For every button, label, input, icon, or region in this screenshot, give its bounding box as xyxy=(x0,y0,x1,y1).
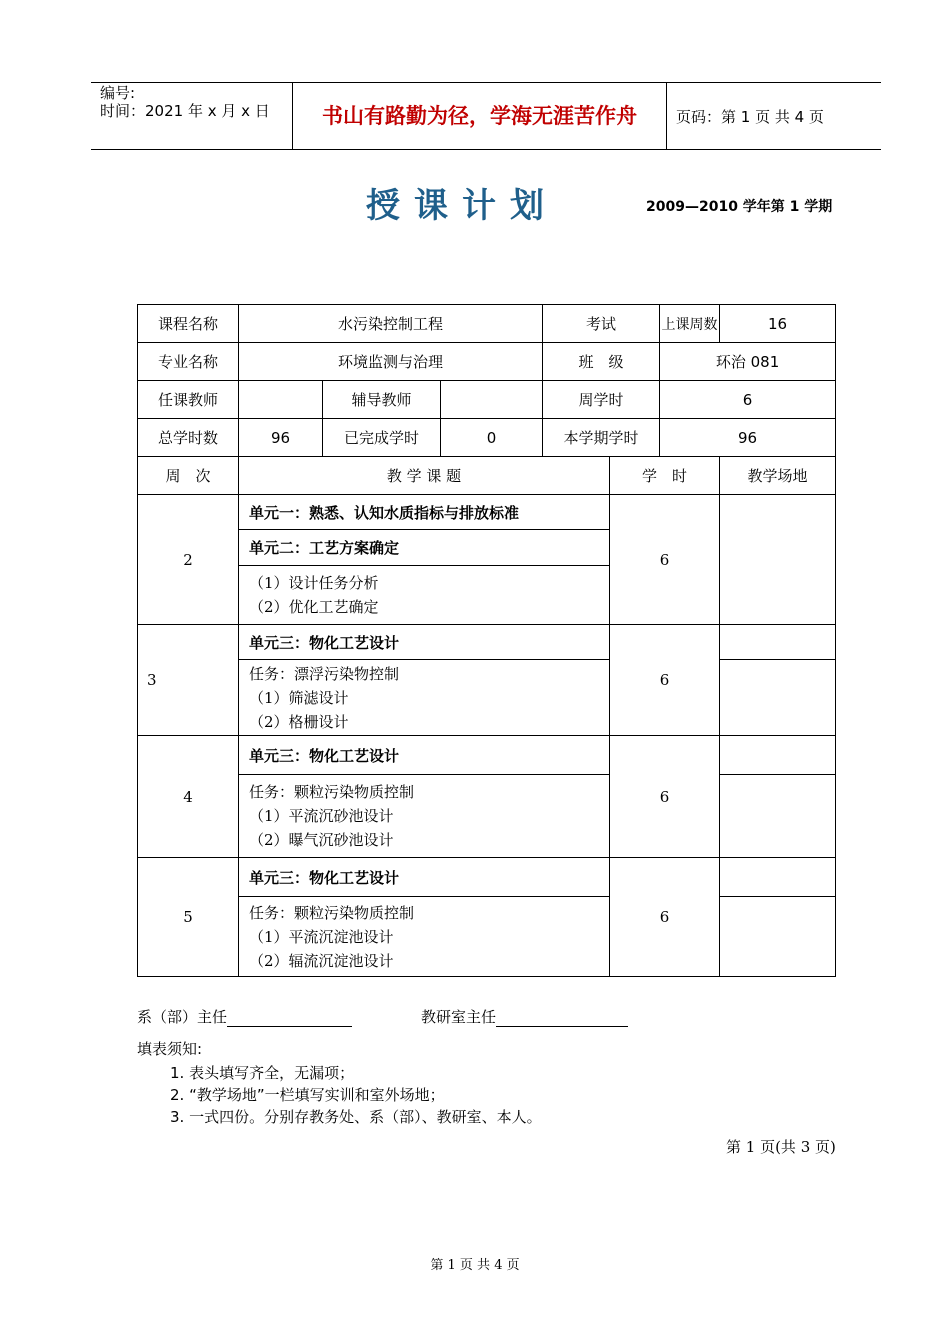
notes-title: 填表须知: xyxy=(137,1040,203,1058)
note-item: 2. “教学场地”一栏填写实训和室外场地； xyxy=(170,1086,445,1104)
hours-cell: 6 xyxy=(610,736,720,858)
unit-title: 单元一：熟悉、认知水质指标与排放标准 xyxy=(239,495,610,530)
table-row xyxy=(138,858,836,897)
page-title: 授课计划 xyxy=(366,186,558,226)
weeks-value: 16 xyxy=(720,305,836,343)
table-row xyxy=(138,495,836,530)
header-meta xyxy=(100,84,270,120)
venue-cell xyxy=(720,736,836,775)
bottom-page-number: 第 1 页 共 4 页 xyxy=(430,1258,520,1273)
number-label: 编号: xyxy=(100,84,136,102)
header-top-rule xyxy=(91,82,881,83)
column-header-row xyxy=(138,457,836,495)
task-line: （2）辐流沉淀池设计 xyxy=(249,951,394,970)
task-line: （2）优化工艺确定 xyxy=(249,598,379,616)
completed-value: 0 xyxy=(441,419,543,457)
table-row xyxy=(138,736,836,775)
assistant-value xyxy=(441,381,543,419)
hours-cell: 6 xyxy=(610,495,720,625)
info-row-teacher xyxy=(138,381,836,419)
venue-cell xyxy=(720,858,836,897)
venue-cell xyxy=(720,625,836,660)
teaching-plan-table xyxy=(137,304,836,977)
teacher-label: 任课教师 xyxy=(138,381,239,419)
semester-hours-value: 96 xyxy=(660,419,836,457)
table-row xyxy=(138,897,836,977)
office-head-signature-line[interactable] xyxy=(496,1010,628,1027)
hours-cell: 6 xyxy=(610,625,720,736)
major-value: 环境监测与治理 xyxy=(239,343,543,381)
teacher-value xyxy=(239,381,323,419)
unit-title: 单元二：工艺方案确定 xyxy=(239,530,610,566)
weeks-label: 上课周数 xyxy=(660,305,720,343)
task-line: 任务：颗粒污染物质控制 xyxy=(249,903,415,922)
dept-head-signature-line[interactable] xyxy=(227,1010,352,1027)
unit-title: 单元三：物化工艺设计 xyxy=(239,858,610,897)
semester-hours-label: 本学期学时 xyxy=(543,419,660,457)
table-row xyxy=(138,625,836,660)
task-line: 任务：漂浮污染物控制 xyxy=(249,664,400,683)
office-head-signature xyxy=(421,1006,628,1027)
week-cell: 5 xyxy=(138,858,239,977)
dept-head-signature xyxy=(137,1006,352,1027)
course-name-label: 课程名称 xyxy=(138,305,239,343)
info-row-major xyxy=(138,343,836,381)
notes-list xyxy=(170,1062,542,1128)
venue-cell xyxy=(720,897,836,977)
motto: 书山有路勤为径，学海无涯苦作舟 xyxy=(322,103,637,128)
table-row xyxy=(138,660,836,736)
venue-cell xyxy=(720,495,836,625)
unit-title: 单元三：物化工艺设计 xyxy=(239,625,610,660)
assistant-label: 辅导教师 xyxy=(323,381,441,419)
col-hours-header: 学 时 xyxy=(610,457,720,495)
task-cell xyxy=(239,775,610,858)
weekly-hours-value: 6 xyxy=(660,381,836,419)
week-cell: 2 xyxy=(138,495,239,625)
office-head-label: 教研室主任 xyxy=(421,1008,497,1026)
weekly-hours-label: 周学时 xyxy=(543,381,660,419)
dept-head-label: 系（部）主任 xyxy=(137,1008,228,1026)
venue-cell xyxy=(720,775,836,858)
table-row xyxy=(138,775,836,858)
total-hours-value: 96 xyxy=(239,419,323,457)
task-line: （1）平流沉淀池设计 xyxy=(249,927,394,946)
task-line: （1）平流沉砂池设计 xyxy=(249,807,394,825)
term-label: 2009—2010 学年第 1 学期 xyxy=(646,199,833,215)
task-line: （1）设计任务分析 xyxy=(249,574,379,592)
hours-cell: 6 xyxy=(610,858,720,977)
major-label: 专业名称 xyxy=(138,343,239,381)
task-line: （2）格栅设计 xyxy=(249,712,349,731)
inner-page-number: 第 1 页(共 3 页) xyxy=(726,1138,836,1156)
task-line: （2）曝气沉砂池设计 xyxy=(249,831,394,849)
time-label: 时间：2021 年 x 月 x 日 xyxy=(100,102,270,120)
venue-cell xyxy=(720,660,836,736)
header-divider-right xyxy=(666,82,667,150)
class-label: 班 级 xyxy=(543,343,660,381)
info-row-hours xyxy=(138,419,836,457)
course-name-value: 水污染控制工程 xyxy=(239,305,543,343)
task-line: 任务：颗粒污染物质控制 xyxy=(249,783,415,801)
note-item: 3. 一式四份。分别存教务处、系（部）、教研室、本人。 xyxy=(170,1108,542,1126)
week-cell: 3 xyxy=(138,625,239,736)
task-cell xyxy=(239,897,610,977)
col-week-header: 周 次 xyxy=(138,457,239,495)
class-value: 环治 081 xyxy=(660,343,836,381)
task-line: （1）筛滤设计 xyxy=(249,688,349,707)
exam-type: 考试 xyxy=(543,305,660,343)
task-cell xyxy=(239,566,610,625)
col-topic-header: 教 学 课 题 xyxy=(239,457,610,495)
week-cell: 4 xyxy=(138,736,239,858)
task-cell xyxy=(239,660,610,736)
completed-label: 已完成学时 xyxy=(323,419,441,457)
page-info: 页码：第 1 页 共 4 页 xyxy=(676,108,824,126)
total-hours-label: 总学时数 xyxy=(138,419,239,457)
col-venue-header: 教学场地 xyxy=(720,457,836,495)
note-item: 1. 表头填写齐全，无漏项； xyxy=(170,1064,355,1082)
info-row-course xyxy=(138,305,836,343)
unit-title: 单元三：物化工艺设计 xyxy=(239,736,610,775)
header-bottom-rule xyxy=(91,149,881,150)
